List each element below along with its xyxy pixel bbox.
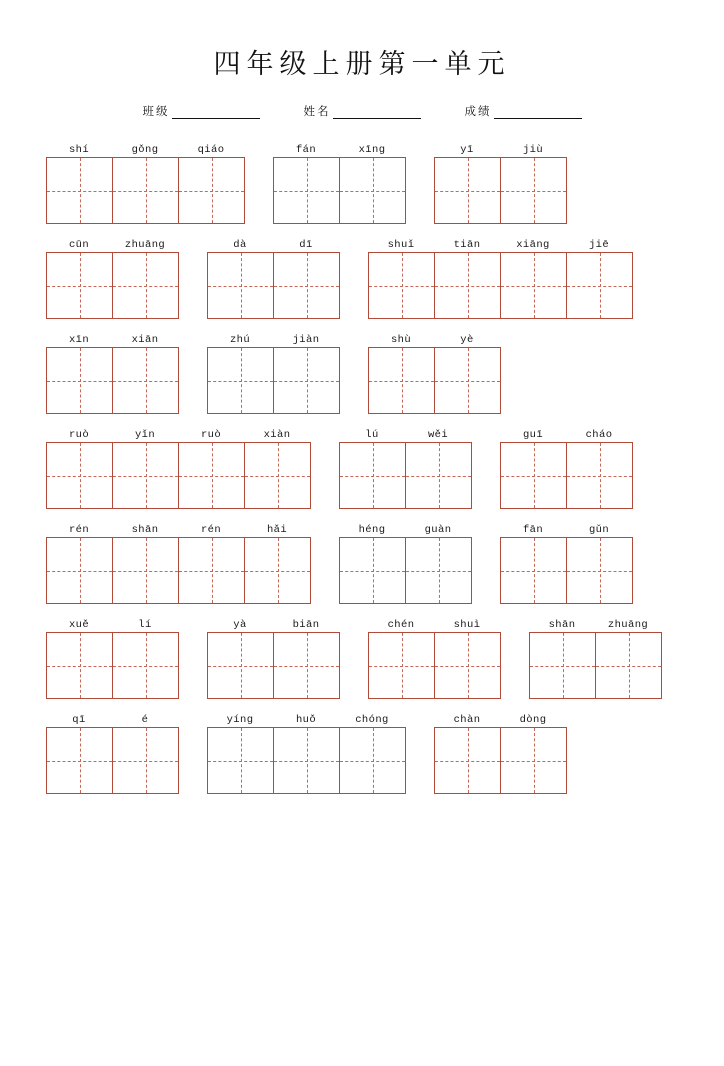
pinyin-line [368,614,501,632]
pinyin-label: héng [358,524,386,536]
pinyin-line [46,519,311,537]
pinyin-label: guī [522,429,544,441]
pinyin-label: shān [548,619,576,631]
writing-cell[interactable] [113,538,179,603]
pinyin-line [207,709,406,727]
writing-cell[interactable] [406,443,472,508]
word-group [207,234,340,319]
pinyin-label: yī [460,144,474,156]
pinyin-label: dòng [519,714,547,726]
exercise-row [46,234,694,319]
writing-cell[interactable] [47,158,113,223]
exercise-row [46,709,694,794]
pinyin-label: tiān [453,239,481,251]
writing-cell[interactable] [501,253,567,318]
writing-cell[interactable] [340,538,406,603]
writing-cell[interactable] [245,538,311,603]
writing-cell[interactable] [208,633,274,698]
pinyin-label: zhú [229,334,251,346]
tianzige-grid [207,632,340,699]
tianzige-grid [46,157,245,224]
tianzige-grid [368,347,501,414]
pinyin-label: xuě [68,619,90,631]
info-label-name: 姓名 [303,106,331,118]
tianzige-grid [434,727,567,794]
pinyin-label: wěi [427,429,449,441]
pinyin-label: chóng [355,714,389,726]
pinyin-line [500,424,633,442]
pinyin-label: xiāng [516,239,550,251]
writing-cell[interactable] [340,158,406,223]
pinyin-label: huǒ [295,714,317,726]
pinyin-label: yè [460,334,474,346]
pinyin-label: lí [138,619,152,631]
writing-cell[interactable] [501,728,567,793]
pinyin-label: cūn [68,239,90,251]
word-group [368,614,501,699]
word-group [339,519,472,604]
exercise-row [46,329,694,414]
word-group [434,709,567,794]
writing-cell[interactable] [113,158,179,223]
pinyin-label: biān [292,619,320,631]
writing-cell[interactable] [274,633,340,698]
word-group [368,329,501,414]
tianzige-grid [500,537,633,604]
pinyin-label: hǎi [266,524,288,536]
pinyin-label: qī [72,714,86,726]
pinyin-line [46,139,245,157]
pinyin-label: guàn [424,524,452,536]
pinyin-line [46,424,311,442]
word-group [273,139,406,224]
info-label-class: 班级 [142,106,170,118]
exercise-row [46,614,694,699]
writing-cell[interactable] [501,538,567,603]
tianzige-grid [368,252,633,319]
word-group [207,329,340,414]
writing-cell[interactable] [113,728,179,793]
pinyin-line [207,234,340,252]
info-field-class [143,103,260,119]
word-group [529,614,662,699]
writing-cell[interactable] [245,443,311,508]
writing-cell[interactable] [208,253,274,318]
pinyin-label: dī [299,239,313,251]
writing-cell[interactable] [47,348,113,413]
word-group [434,139,567,224]
info-label-score: 成绩 [464,106,492,118]
pinyin-label: rén [68,524,90,536]
pinyin-label: ruò [200,429,222,441]
tianzige-grid [46,347,179,414]
pinyin-line [46,709,179,727]
writing-cell[interactable] [113,633,179,698]
student-info-row [0,103,724,119]
pinyin-line [529,614,662,632]
word-group [500,424,633,509]
word-group [207,614,340,699]
pinyin-label: gǔn [588,524,610,536]
info-field-score [465,103,582,119]
writing-cell[interactable] [47,253,113,318]
tianzige-grid [273,157,406,224]
writing-cell[interactable] [179,443,245,508]
writing-cell[interactable] [179,158,245,223]
pinyin-label: xiàn [263,429,291,441]
pinyin-label: yà [233,619,247,631]
tianzige-grid [529,632,662,699]
pinyin-label: xīng [358,144,386,156]
writing-cell[interactable] [567,253,633,318]
pinyin-label: jiàn [292,334,320,346]
writing-cell[interactable] [501,158,567,223]
pinyin-label: shù [390,334,412,346]
pinyin-line [368,329,501,347]
tianzige-grid [46,727,179,794]
word-group [46,424,311,509]
pinyin-label: cháo [585,429,613,441]
pinyin-line [46,614,179,632]
pinyin-label: jiù [522,144,544,156]
writing-cell[interactable] [369,633,435,698]
pinyin-line [46,234,179,252]
pinyin-label: shí [68,144,90,156]
writing-cell[interactable] [340,443,406,508]
info-blank-name[interactable] [333,106,421,119]
exercise-row [46,519,694,604]
pinyin-label: yíng [226,714,254,726]
writing-cell[interactable] [113,443,179,508]
writing-cell[interactable] [47,538,113,603]
writing-cell[interactable] [501,443,567,508]
tianzige-grid [46,537,311,604]
pinyin-label: chàn [453,714,481,726]
word-group [368,234,633,319]
pinyin-label: shuǐ [387,239,415,251]
pinyin-label: shuì [453,619,481,631]
word-group [207,709,406,794]
pinyin-label: gǒng [131,144,159,156]
tianzige-grid [46,442,311,509]
writing-cell[interactable] [47,728,113,793]
pinyin-label: xīn [68,334,90,346]
page-footer-space [0,804,724,844]
info-blank-score[interactable] [494,106,582,119]
exercise-row [46,139,694,224]
word-group [46,614,179,699]
writing-cell[interactable] [208,348,274,413]
exercise-rows [0,139,724,794]
tianzige-grid [207,252,340,319]
tianzige-grid [339,537,472,604]
pinyin-label: lú [365,429,379,441]
pinyin-label: jiē [588,239,610,251]
writing-cell[interactable] [435,158,501,223]
pinyin-label: é [141,714,149,726]
pinyin-label: rén [200,524,222,536]
writing-cell[interactable] [406,538,472,603]
pinyin-label: xiān [131,334,159,346]
writing-cell[interactable] [435,253,501,318]
tianzige-grid [339,442,472,509]
word-group [46,139,245,224]
tianzige-grid [46,252,179,319]
tianzige-grid [368,632,501,699]
writing-cell[interactable] [596,633,662,698]
writing-cell[interactable] [530,633,596,698]
pinyin-label: fān [522,524,544,536]
writing-cell[interactable] [113,348,179,413]
writing-cell[interactable] [274,348,340,413]
pinyin-line [434,709,567,727]
word-group [46,234,179,319]
writing-cell[interactable] [369,253,435,318]
pinyin-line [207,329,340,347]
pinyin-label: shān [131,524,159,536]
pinyin-line [500,519,633,537]
word-group [500,519,633,604]
writing-cell[interactable] [47,633,113,698]
writing-cell[interactable] [113,253,179,318]
writing-cell[interactable] [340,728,406,793]
pinyin-label: yǐn [134,429,156,441]
tianzige-grid [500,442,633,509]
writing-cell[interactable] [369,348,435,413]
pinyin-line [368,234,633,252]
writing-cell[interactable] [179,538,245,603]
pinyin-label: chén [387,619,415,631]
writing-cell[interactable] [274,728,340,793]
writing-cell[interactable] [435,728,501,793]
info-blank-class[interactable] [172,106,260,119]
pinyin-label: ruò [68,429,90,441]
page-title: 四年级上册第一单元 [213,49,511,79]
word-group [46,709,179,794]
pinyin-label: dà [233,239,247,251]
pinyin-label: fán [295,144,317,156]
pinyin-line [434,139,567,157]
word-group [46,329,179,414]
writing-cell[interactable] [435,633,501,698]
worksheet-page [0,42,724,1066]
tianzige-grid [207,347,340,414]
tianzige-grid [434,157,567,224]
pinyin-label: zhuāng [124,239,166,251]
word-group [339,424,472,509]
pinyin-line [339,519,472,537]
tianzige-grid [46,632,179,699]
pinyin-label: zhuāng [607,619,649,631]
exercise-row [46,424,694,509]
writing-cell[interactable] [274,158,340,223]
pinyin-label: qiáo [197,144,225,156]
writing-cell[interactable] [47,443,113,508]
writing-cell[interactable] [435,348,501,413]
info-field-name [304,103,421,119]
word-group [46,519,311,604]
tianzige-grid [207,727,406,794]
pinyin-line [273,139,406,157]
pinyin-line [207,614,340,632]
pinyin-line [339,424,472,442]
pinyin-line [46,329,179,347]
writing-cell[interactable] [567,443,633,508]
writing-cell[interactable] [274,253,340,318]
writing-cell[interactable] [567,538,633,603]
writing-cell[interactable] [208,728,274,793]
